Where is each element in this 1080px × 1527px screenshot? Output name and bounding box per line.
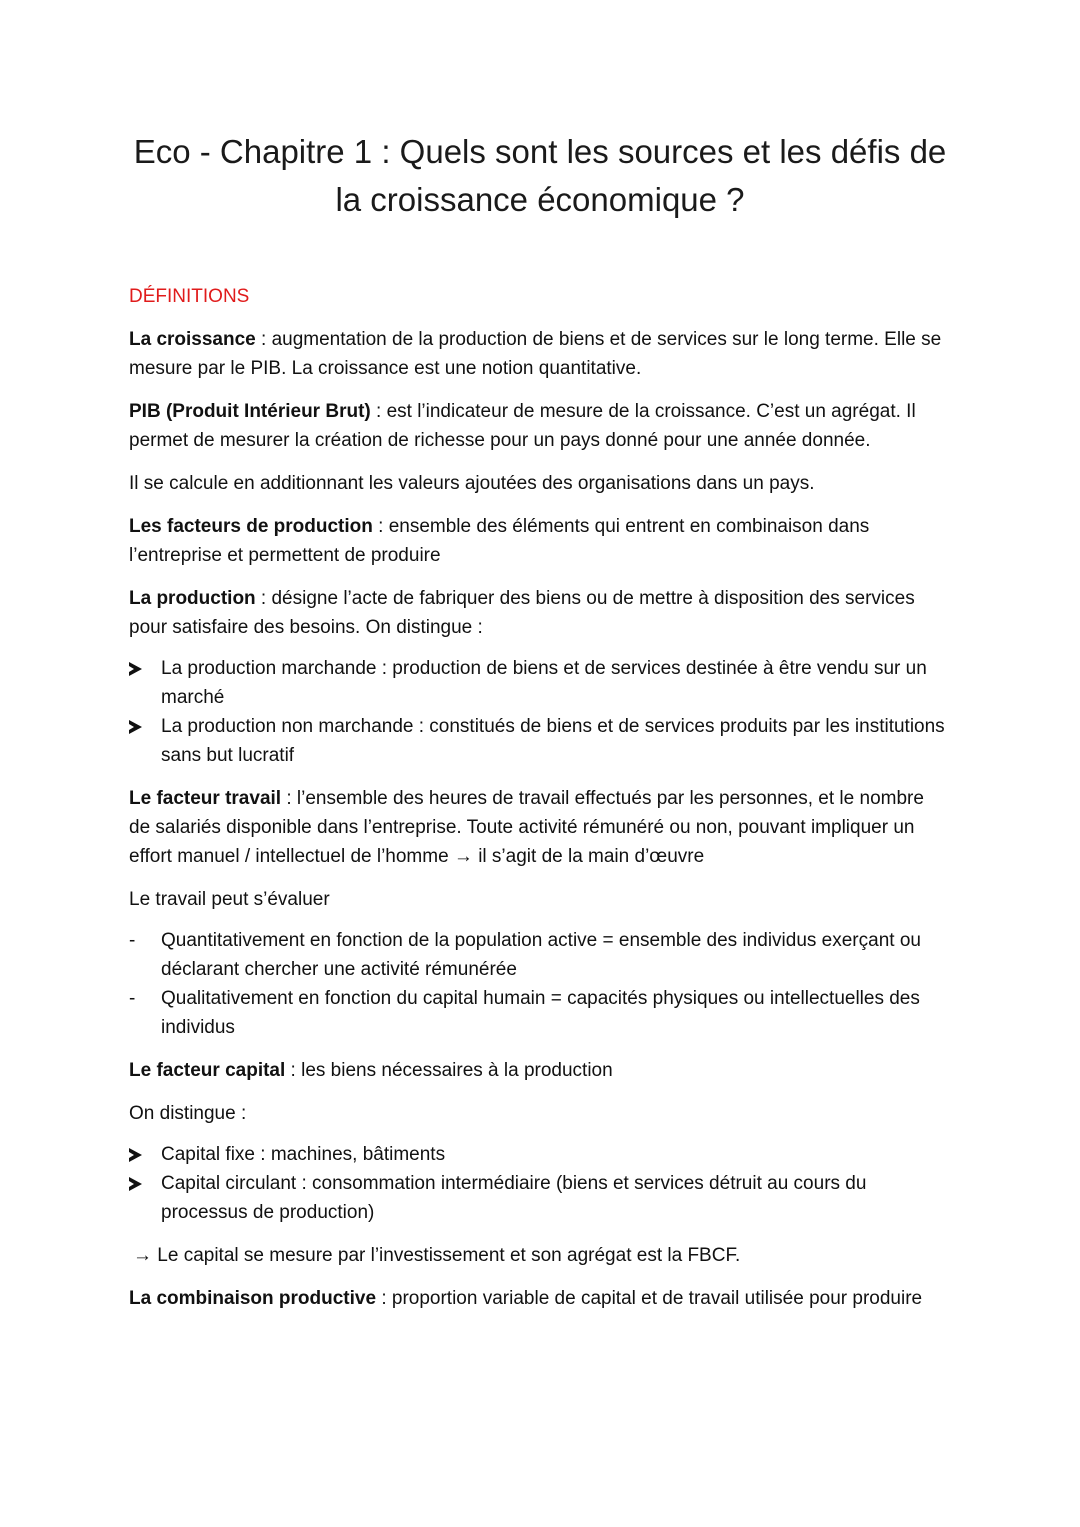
- section-heading-definitions: DÉFINITIONS: [129, 286, 250, 307]
- list-item: [129, 984, 949, 1042]
- list-item-text: Quantitativement en fonction de la population active = ensemble des individus exerçant ou déclarant chercher une activité rémunérée: [161, 930, 921, 980]
- dash-bullet-icon: -: [129, 988, 136, 1009]
- definition-facteurs-production: [129, 512, 949, 570]
- term-facteurs-production: Les facteurs de production: [129, 516, 373, 537]
- arrow-bullet-icon: [129, 1169, 153, 1200]
- arrow-bullet-icon: [129, 654, 153, 685]
- page-title: [100, 128, 980, 224]
- list-item-text: La production non marchande : constitués de biens et de services produits par les institutions sans but lucratif: [161, 716, 945, 766]
- production-list: [129, 654, 949, 770]
- capital-distingue: On distingue :: [129, 1103, 247, 1124]
- definition-combinaison-productive: [129, 1284, 949, 1313]
- definition-croissance: [129, 325, 949, 383]
- term-facteur-travail: Le facteur travail: [129, 788, 282, 809]
- list-item: [129, 712, 949, 770]
- list-item: [129, 926, 949, 984]
- travail-list: [129, 926, 949, 1042]
- definition-pib: [129, 397, 949, 455]
- capital-mesure: → Le capital se mesure par l’investissement et son agrégat est la FBCF.: [133, 1245, 741, 1266]
- text-combinaison-productive: : proportion variable de capital et de travail utilisée pour produire: [376, 1288, 923, 1309]
- term-croissance: La croissance: [129, 329, 256, 350]
- pib-calculation: Il se calcule en additionnant les valeurs ajoutées des organisations dans un pays.: [129, 473, 815, 494]
- term-facteur-capital: Le facteur capital: [129, 1060, 286, 1081]
- arrow-bullet-icon: [129, 712, 153, 743]
- text-facteur-capital: : les biens nécessaires à la production: [285, 1060, 613, 1081]
- list-item: [129, 654, 949, 712]
- definition-facteur-capital: [129, 1056, 949, 1085]
- definition-facteur-travail: [129, 784, 949, 871]
- list-item: [129, 1169, 949, 1227]
- arrow-bullet-icon: [129, 1140, 153, 1171]
- list-item-text: Capital fixe : machines, bâtiments: [161, 1144, 446, 1165]
- list-item-text: Capital circulant : consommation intermédiaire (biens et services détruit au cours du processus de production): [161, 1173, 867, 1223]
- list-item-text: Qualitativement en fonction du capital humain = capacités physiques ou intellectuelles des individus: [161, 988, 920, 1038]
- text-production: : désigne l’acte de fabriquer des biens ou de mettre à disposition des services pour satisfaire des besoins. On distingue :: [129, 588, 915, 638]
- travail-evaluation: Le travail peut s’évaluer: [129, 889, 330, 910]
- list-item-text: La production marchande : production de biens et de services destinée à être vendu sur un marché: [161, 658, 927, 708]
- list-item: [129, 1140, 949, 1169]
- term-pib: PIB (Produit Intérieur Brut): [129, 401, 371, 422]
- dash-bullet-icon: -: [129, 930, 136, 951]
- title-line-1: Eco - Chapitre 1 : Quels sont les sources et les défis de: [133, 133, 947, 170]
- text-facteur-travail: : l’ensemble des heures de travail effectués par les personnes, et le nombre de salariés disponible dans l’entreprise. Toute activité rémunéré ou non, pouvant impliquer un effort manuel / intellectuel de l’homme → il s’agit de la main d’œuvre: [129, 788, 924, 867]
- text-croissance: : augmentation de la production de biens et de services sur le long terme. Elle se mesure par le PIB. La croissance est une notion quantitative.: [129, 329, 942, 379]
- text-pib: : est l’indicateur de mesure de la croissance. C’est un agrégat. Il permet de mesurer la création de richesse pour un pays donné pour une année donnée.: [129, 401, 916, 451]
- definition-production: [129, 584, 949, 642]
- term-combinaison-productive: La combinaison productive: [129, 1288, 377, 1309]
- document-body: [129, 282, 949, 1327]
- title-line-2: la croissance économique ?: [335, 181, 745, 218]
- capital-list: [129, 1140, 949, 1227]
- text-facteurs-production: : ensemble des éléments qui entrent en combinaison dans l’entreprise et permettent de produire: [129, 516, 870, 566]
- term-production: La production: [129, 588, 256, 609]
